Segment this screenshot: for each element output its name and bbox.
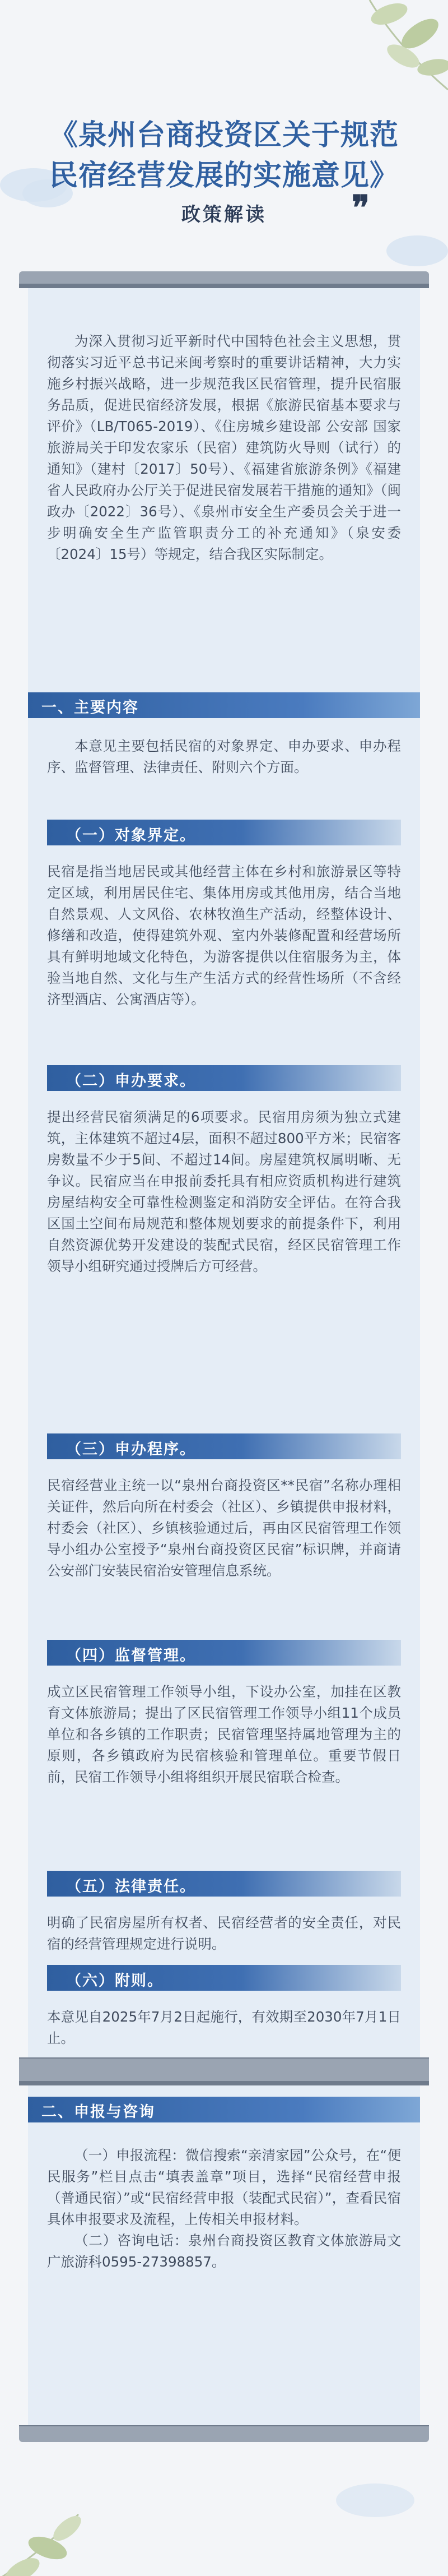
title-block: [17, 115, 431, 229]
cloud-decoration: [336, 2483, 414, 2517]
content-panel: [28, 287, 420, 2059]
subsection-heading-text: （四）监督管理。: [66, 1647, 196, 1664]
subsection-heading: [47, 1871, 401, 1897]
section-heading-text: 一、主要内容: [41, 699, 139, 716]
subsection-heading: [47, 820, 401, 845]
subsection-heading-text: （六）附则。: [66, 1972, 164, 1990]
subsection-heading-text: （二）申办要求。: [66, 1072, 196, 1090]
intro-text: 为深入贯彻习近平新时代中国特色社会主义思想，贯彻落实习近平总书记来闽考察时的重要讲话精神，大力实施乡村振兴战略，进一步规范我区民宿管理，提升民宿服务品质，促进民宿经济发展，根据《旅游民宿基本要求与评价》（LB/T065-2019）、《住房城乡建设部 公安部 国家旅游局关于印发农家乐（民宿）建筑防火导则（试行）的通知》（建村〔2017〕50号）、《福建省旅游条例》《福建省人民政府办公厅关于促进民宿发展若干措施的通知》（闽政办〔2022〕36号）、《泉州市安全生产委员会关于进一步明确安全生产监管职责分工的补充通知》（泉安委〔2024〕15号）等规定，结合我区实际制定。: [47, 333, 401, 562]
subsection-heading-text: （五）法律责任。: [66, 1878, 196, 1895]
subsection-heading-text: （一）对象界定。: [66, 827, 196, 844]
page-subtitle: 政策解读: [181, 204, 267, 226]
cloud-decoration: [386, 235, 448, 266]
subsection-text: 民宿是指当地居民或其他经营主体在乡村和旅游景区等特定区域，利用居民住宅、集体用房或其他用房，结合当地自然景观、人文风俗、农林牧渔生产活动，经整体设计、修缮和改造，使得建筑外观、室内外装修配置和经营场所具有鲜明地域文化特色，为游客提供以住宿服务为主，体验当地自然、文化与生产生活方式的经营性场所（不含经济型酒店、公寓酒店等）。: [47, 863, 401, 1007]
section-intro-text: 本意见主要包括民宿的对象界定、申办要求、申办程序、监督管理、法律责任、附则六个方面。: [47, 738, 401, 775]
page-title-line2: 民宿经营发展的实施意见》: [49, 159, 399, 192]
content-panel: [28, 2084, 420, 2426]
section-heading: [28, 692, 420, 718]
leaf-decoration-icon: [0, 2503, 118, 2576]
subsection-text: 明确了民宿房屋所有权者、民宿经营者的安全责任，对民宿的经营管理规定进行说明。: [47, 1914, 401, 1952]
contact-phone-text: （二）咨询电话：泉州台商投资区教育文体旅游局文广旅游科0595-27398857。: [47, 2232, 401, 2270]
quote-mark-icon: ❞: [351, 188, 370, 228]
subsection-heading: [47, 1965, 401, 1991]
subsection-heading: [47, 1640, 401, 1666]
apply-process-text: （一）申报流程：微信搜索“亲清家园”公众号，在“便民服务”栏目点击“填表盖章”项目，选择“民宿经营申报（普通民宿）”或“民宿经营申报（装配式民宿）”，查看民宿具体申报要求及流程，上传相关申报材料。: [47, 2147, 401, 2227]
subsection-heading: [47, 1065, 401, 1091]
section-heading: [28, 2097, 420, 2122]
page-title-line1: 《泉州台商投资区关于规范: [49, 118, 399, 152]
subsection-text: 本意见自2025年7月2日起施行，有效期至2030年7月1日止。: [47, 2009, 401, 2046]
subsection-heading-text: （三）申办程序。: [66, 1441, 196, 1458]
subsection-text: 提出经营民宿须满足的6项要求。民宿用房须为独立式建筑，主体建筑不超过4层，面积不超过800平方米；民宿客房数量不少于5间、不超过14间。房屋建筑权属明晰、无争议。民宿应当在申报前委托具有相应资质机构进行建筑房屋结构安全可靠性检测鉴定和消防安全评估。在符合我区国土空间布局规范和整体规划要求的前提条件下，利用自然资源优势开发建设的装配式民宿，经区民宿管理工作领导小组研究通过授牌后方可经营。: [47, 1109, 401, 1274]
leaf-decoration-icon: [336, 0, 448, 95]
subsection-heading: [47, 1433, 401, 1459]
intro-block: [47, 331, 401, 565]
subsection-text: 成立区民宿管理工作领导小组，下设办公室，加挂在区教育文体旅游局；提出了区民宿管理工作领导小组11个成员单位和各乡镇的工作职责；民宿管理坚持属地管理为主的原则，各乡镇政府为民宿核验和管理单位。重要节假日前，民宿工作领导小组将组织开展民宿联合检查。: [47, 1684, 401, 1785]
subsection-text: 民宿经营业主统一以“泉州台商投资区**民宿”名称办理相关证件，然后向所在村委会（社区）、乡镇提供申报材料，村委会（社区）、乡镇核验通过后，再由区民宿管理工作领导小组办公室授予“泉州台商投资区民宿”标识牌，并商请公安部门安装民宿治安管理信息系统。: [47, 1477, 401, 1579]
section-heading-text: 二、申报与咨询: [41, 2103, 155, 2121]
